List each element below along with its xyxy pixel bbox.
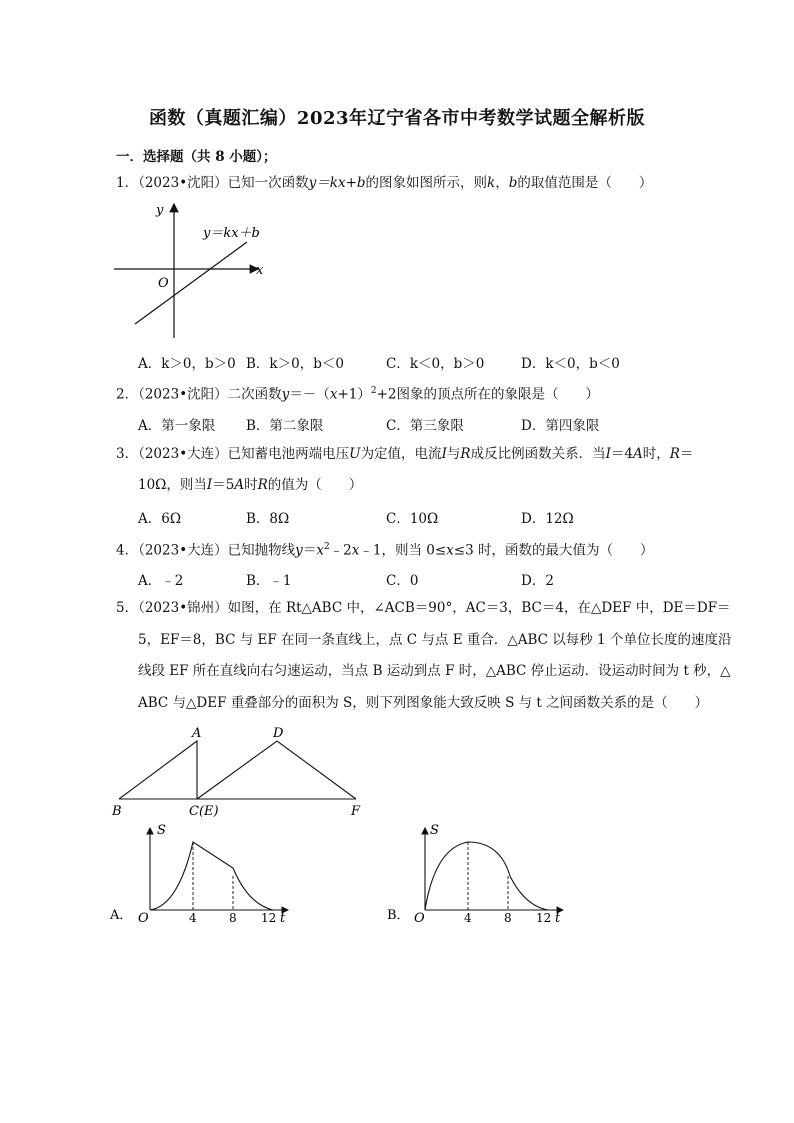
graph-a-s-label: S	[157, 823, 166, 838]
graph-a-origin: O	[138, 911, 149, 926]
option-d: D．2	[521, 573, 554, 589]
graph-a-label: A．	[110, 908, 133, 923]
question-5-line-2: 5，EF＝8，BC 与 EF 在同一条直线上，点 C 与点 E 重合．△ABC 以每秒 1 个单位长度的速度沿	[138, 632, 732, 648]
graph-b-tick-4: 4	[464, 911, 472, 925]
option-a: A．﹣2	[138, 573, 184, 589]
graph-b-tick-12: 12	[536, 911, 552, 925]
question-2: 2．（2023•沈阳）二次函数$y=-(x+1)^2+2$图象的顶点所在的象限是（ ）	[116, 386, 599, 403]
point-f-label: F	[351, 804, 361, 819]
page-title: 函数（真题汇编）2023年辽宁省各市中考数学试题全解析版	[148, 108, 646, 129]
x-axis-label: x	[256, 263, 264, 278]
y-axis-label: y	[156, 203, 164, 218]
option-c: C．0	[386, 573, 419, 589]
graph-b-s-label: S	[430, 823, 439, 838]
option-b: B．﹣1	[246, 573, 292, 589]
q1-graph	[110, 198, 280, 343]
point-d-label: D	[273, 726, 284, 741]
option-c: C．10Ω	[386, 511, 439, 527]
option-d: D．第四象限	[521, 418, 600, 434]
question-5-line-1: 5．（2023•锦州）如图，在 Rt△ABC 中，∠ACB＝90°，AC＝3，BC＝4，在△DEF 中，DE＝DF＝	[116, 600, 731, 616]
question-4: 4．（2023•大连）已知抛物线$y=x^2﹣2x﹣1$，则当 0≤x≤3 时，函数的最大值为（ ）	[116, 542, 654, 559]
option-b: B．第二象限	[246, 418, 324, 434]
question-5-line-4: ABC 与△DEF 重叠部分的面积为 S，则下列图象能大致反映 S 与 t 之间函数关系的是（ ）	[138, 695, 709, 711]
point-a-label: A	[192, 726, 202, 741]
graph-b-tick-8: 8	[504, 911, 512, 925]
question-5-line-3: 线段 EF 所在直线向右匀速运动，当点 B 运动到点 F 时，△ABC 停止运动．设运动时间为 t 秒，△	[138, 663, 731, 679]
option-c: C．第三象限	[386, 418, 464, 434]
option-b: B．k＞0，b＜0	[246, 356, 344, 372]
graph-a-tick-12: 12	[261, 911, 277, 925]
q5-graph-a	[108, 818, 298, 928]
origin-label: O	[158, 276, 169, 291]
option-a: A．第一象限	[138, 418, 216, 434]
section-heading: 一．选择题（共 8 小题）；	[116, 149, 277, 165]
option-b: B．8Ω	[246, 511, 290, 527]
point-ce-label: C(E)	[189, 804, 219, 819]
option-a: A．6Ω	[138, 511, 182, 527]
graph-b-t-label: t	[555, 911, 561, 926]
question-1: 1．（2023•沈阳）已知一次函数y＝kx+b的图象如图所示，则k，b的取值范围是（ ）	[116, 175, 653, 191]
graph-b-label: B．	[387, 908, 410, 923]
point-b-label: B	[112, 804, 122, 819]
question-3-line-2: 10Ω，则当I＝5A时R的值为（ ）	[138, 477, 363, 493]
question-3-line-1: 3．（2023•大连）已知蓄电池两端电压U为定值，电流I与R成反比例函数关系．当I＝4A时，R＝	[116, 446, 694, 462]
option-c: C．k＜0，b＞0	[386, 356, 485, 372]
graph-a-tick-8: 8	[229, 911, 237, 925]
graph-b-origin: O	[414, 911, 425, 926]
graph-a-t-label: t	[280, 911, 286, 926]
q5-graph-b	[385, 818, 575, 928]
graph-a-tick-4: 4	[189, 911, 197, 925]
option-d: D．k＜0，b＜0	[521, 356, 620, 372]
option-d: D．12Ω	[521, 511, 574, 527]
q5-triangle-figure	[108, 722, 368, 822]
option-a: A．k＞0，b＞0	[138, 356, 236, 372]
line-equation-label: y＝kx＋b	[203, 226, 260, 241]
